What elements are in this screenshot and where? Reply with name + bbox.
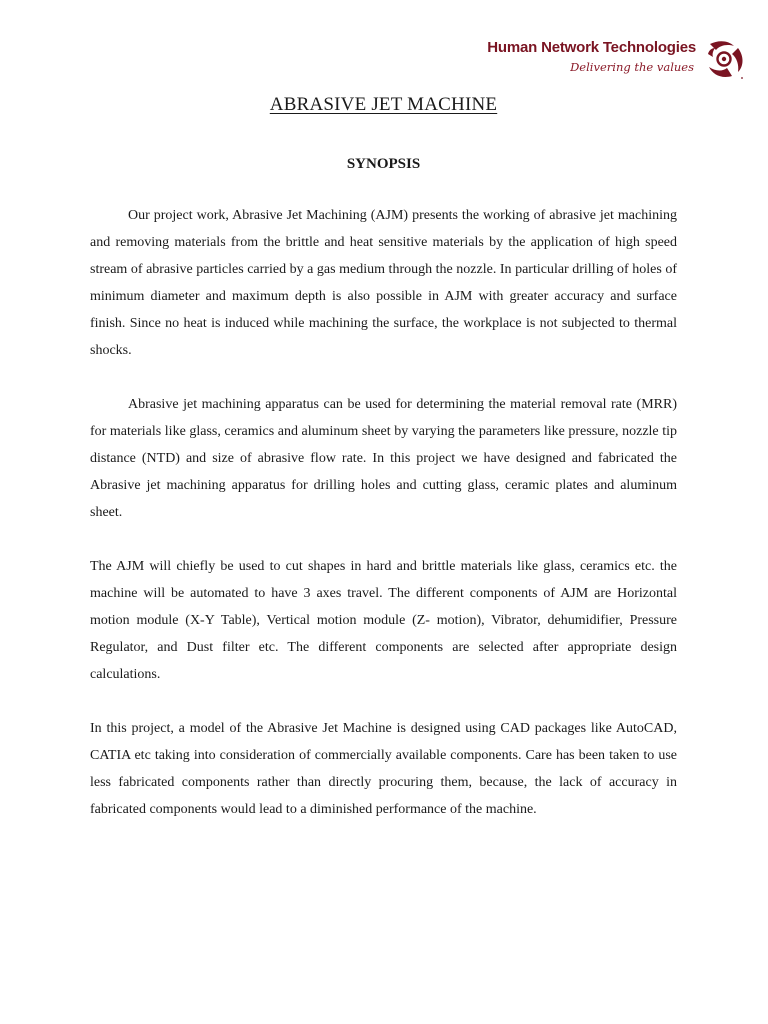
synopsis-paragraph-4: In this project, a model of the Abrasive Jet Machine is designed using CAD packages like AutoCAD, CATIA etc taking into consideration of commercially available components. Care has been taken to use less fabricated components rather than directly procuring them, because, the lack of accuracy in fabricated components would lead to a diminished performance of the machine.: [90, 721, 677, 817]
company-tagline: Delivering the values: [570, 60, 694, 74]
section-heading-synopsis: SYNOPSIS: [346, 156, 421, 172]
synopsis-paragraph-2: Abrasive jet machining apparatus can be used for determining the material removal rate (MRR) for materials like glass, ceramics and aluminum sheet by varying the parameters like pressure, nozzle tip distance (NTD) and size of abrasive flow rate. In this project we have designed and fabricated the Abrasive jet machining apparatus for drilling holes and cutting glass, ceramic plates and aluminum sheet.: [90, 397, 677, 520]
document-title: ABRASIVE JET MACHINE: [269, 94, 498, 115]
synopsis-paragraph-3: The AJM will chiefly be used to cut shapes in hard and brittle materials like glass, ceramics etc. the machine will be automated to have 3 axes travel. The different components of AJM are Horizontal motion module (X-Y Table), Vertical motion module (Z- motion), Vibrator, dehumidifier, Pressure Regulator, and Dust filter etc. The different components are selected after appropriate design calculations.: [90, 559, 677, 682]
company-name: Human Network Technologies: [487, 39, 696, 56]
synopsis-paragraph-1: Our project work, Abrasive Jet Machining (AJM) presents the working of abrasive jet machining and removing materials from the brittle and heat sensitive materials by the application of high speed stream of abrasive particles carried by a gas medium through the nozzle. In particular drilling of holes of minimum diameter and maximum depth is also possible in AJM with greater accuracy and surface finish. Since no heat is induced while machining the surface, the workplace is not subjected to thermal shocks.: [90, 208, 677, 358]
company-branding: [487, 38, 696, 74]
hnt-swirl-logo-icon: [704, 38, 746, 80]
document-body: [90, 92, 677, 823]
